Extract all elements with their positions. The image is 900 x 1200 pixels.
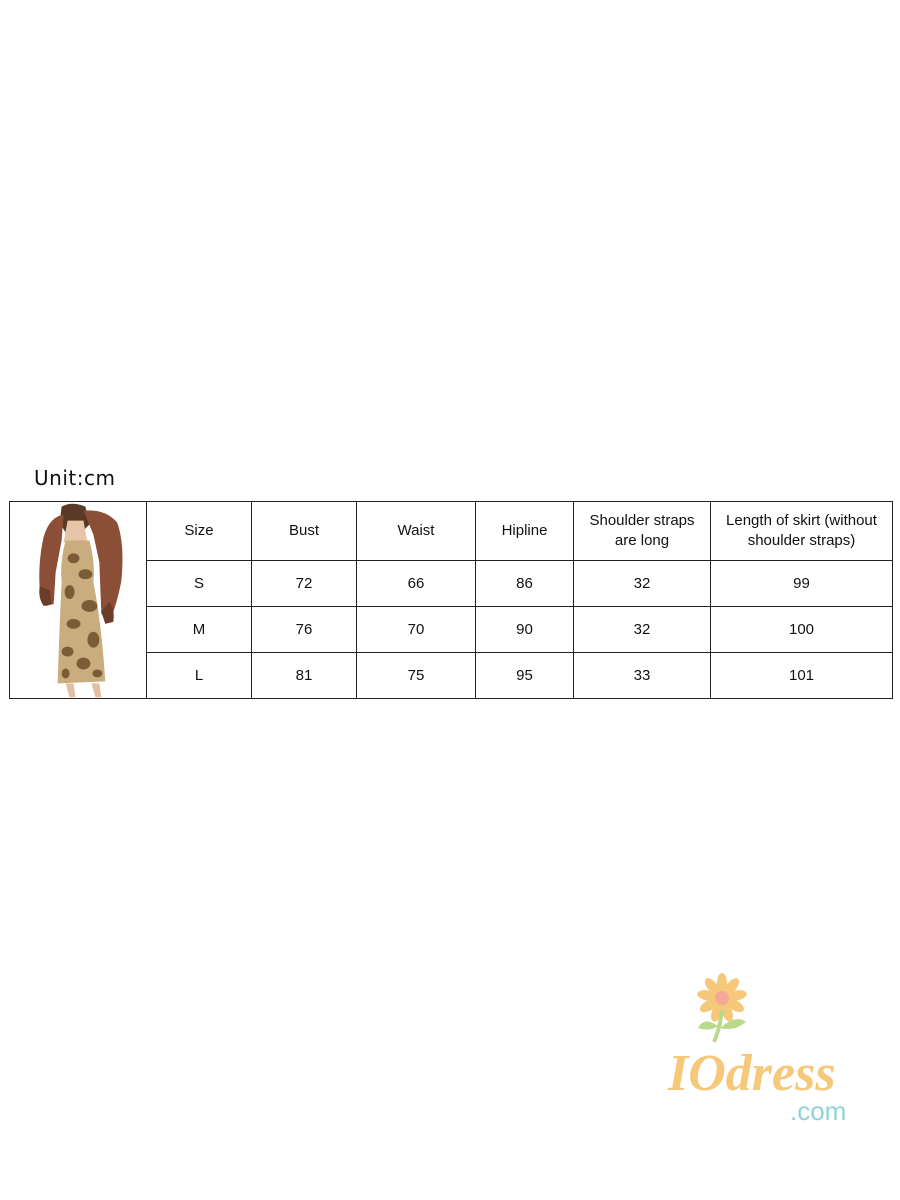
cell-bust: 76 bbox=[252, 607, 357, 653]
cell-hipline: 86 bbox=[476, 561, 574, 607]
logo-wordmark: IOdress bbox=[668, 1045, 836, 1102]
iodress-logo bbox=[660, 970, 880, 1130]
header-bust: Bust bbox=[252, 502, 357, 561]
logo-domain: .com bbox=[790, 1096, 847, 1126]
cell-bust: 81 bbox=[252, 653, 357, 699]
header-skirt-length: Length of skirt (without shoulder straps) bbox=[711, 502, 893, 561]
header-shoulder-straps: Shoulder straps are long bbox=[574, 502, 711, 561]
header-waist: Waist bbox=[357, 502, 476, 561]
table-header-row bbox=[10, 502, 893, 561]
cell-waist: 66 bbox=[357, 561, 476, 607]
header-hipline: Hipline bbox=[476, 502, 574, 561]
dress-model-photo bbox=[10, 502, 146, 698]
cell-size: S bbox=[147, 561, 252, 607]
flower-icon bbox=[697, 973, 748, 1042]
cell-skirt-length: 100 bbox=[711, 607, 893, 653]
cell-hipline: 90 bbox=[476, 607, 574, 653]
cell-skirt-length: 101 bbox=[711, 653, 893, 699]
size-chart-table bbox=[9, 501, 893, 699]
cell-bust: 72 bbox=[252, 561, 357, 607]
unit-label: Unit:cm bbox=[34, 466, 116, 490]
cell-skirt-length: 99 bbox=[711, 561, 893, 607]
cell-size: M bbox=[147, 607, 252, 653]
cell-waist: 75 bbox=[357, 653, 476, 699]
cell-shoulder-straps: 32 bbox=[574, 561, 711, 607]
product-photo-cell bbox=[10, 502, 147, 699]
cell-size: L bbox=[147, 653, 252, 699]
cell-hipline: 95 bbox=[476, 653, 574, 699]
cell-waist: 70 bbox=[357, 607, 476, 653]
cell-shoulder-straps: 32 bbox=[574, 607, 711, 653]
cell-shoulder-straps: 33 bbox=[574, 653, 711, 699]
header-size: Size bbox=[147, 502, 252, 561]
